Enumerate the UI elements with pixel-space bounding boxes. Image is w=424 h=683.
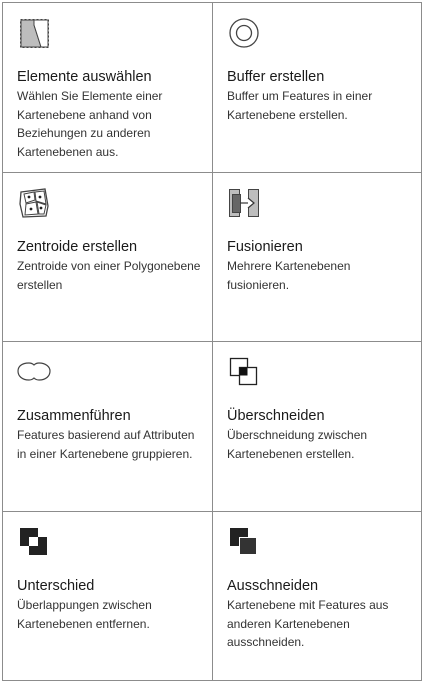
tool-description: Überschneidung zwischen Kartenebenen erstellen. [227, 428, 368, 461]
tool-description: Überlappungen zwischen Kartenebenen entfernen. [17, 598, 152, 631]
tool-card-merge[interactable] [212, 173, 421, 342]
tool-card-clip[interactable] [212, 512, 421, 680]
tool-title: Ausschneiden [227, 578, 319, 594]
tool-card-dissolve[interactable] [3, 342, 212, 512]
tool-title: Überschneiden [227, 408, 325, 424]
merge-icon [227, 186, 261, 220]
dissolve-icon [17, 355, 51, 389]
tool-card-select-features[interactable] [3, 3, 212, 173]
difference-icon [17, 525, 51, 559]
tool-title: Buffer erstellen [227, 69, 325, 85]
tool-title: Fusionieren [227, 239, 303, 255]
tool-title: Zentroide erstellen [17, 239, 138, 255]
tool-card-centroid[interactable] [3, 173, 212, 342]
tool-title: Elemente auswählen [17, 69, 152, 85]
tool-description: Features basierend auf Attributen in einer Kartenebene gruppieren. [17, 428, 195, 461]
tool-description: Kartenebene mit Features aus anderen Kartenebenen ausschneiden. [227, 598, 389, 649]
clip-icon [227, 525, 261, 559]
tool-title: Unterschied [17, 578, 95, 594]
tool-card-intersect[interactable] [212, 342, 421, 512]
tool-card-difference[interactable] [3, 512, 212, 680]
tool-description: Wählen Sie Elemente einer Kartenebene anhand von Beziehungen zu anderen Kartenebenen aus. [17, 89, 163, 159]
tool-description: Zentroide von einer Polygonebene erstellen [17, 259, 201, 292]
tool-description: Buffer um Features in einer Kartenebene erstellen. [227, 89, 373, 122]
buffer-icon [227, 16, 261, 50]
intersect-icon [227, 355, 261, 389]
tool-card-buffer[interactable] [212, 3, 421, 173]
tool-title: Zusammenführen [17, 408, 131, 424]
tools-grid [2, 2, 422, 681]
tool-description: Mehrere Kartenebenen fusionieren. [227, 259, 351, 292]
centroid-icon [17, 186, 51, 220]
select-features-icon [17, 16, 51, 50]
